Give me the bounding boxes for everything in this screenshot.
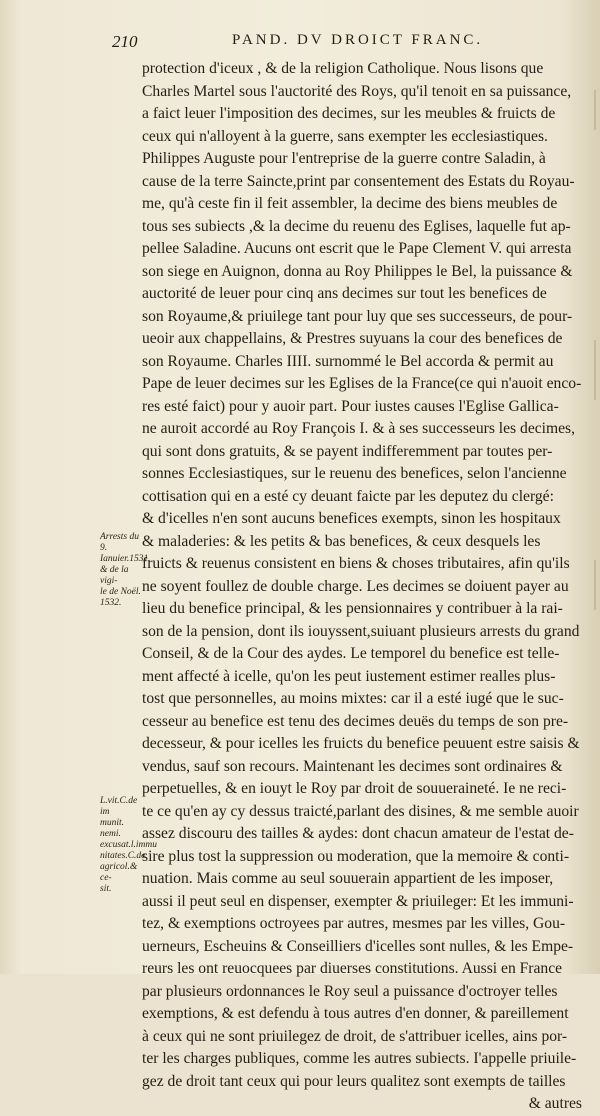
text-line: ter les charges publiques, comme les autres subiects. I'appelle priuile- (142, 1050, 577, 1067)
text-line: son Royaume,& priuilege tant pour luy que ses successeurs, de pour- (142, 307, 573, 325)
page-edge-mark (594, 560, 596, 610)
text-line: Philippes Auguste pour l'entreprise de la guerre contre Saladin, à (142, 150, 546, 167)
text-line: tous ses subiects ,& la decime du reuenu des Eglises, laquelle fut ap- (142, 217, 571, 235)
text-line: par plusieurs ordonnances le Roy seul a puissance d'octroyer telles (142, 982, 558, 1000)
text-line: decesseur, & pour icelles les fruicts du benefice peuuent estre saisis & (142, 735, 580, 752)
text-line: son Royaume. Charles IIII. surnommé le Bel accorda & permit au (142, 352, 554, 370)
text-line: assez discouru des tailles & aydes: dont chacun amateur de l'estat de- (142, 825, 574, 842)
page-number: 210 (112, 32, 138, 51)
text-line: cottisation qui en a esté cy deuant faicte par les deputez du clergé: (142, 487, 554, 505)
text-line: son siege en Auignon, donna au Roy Philippes le Bel, la puissance & (142, 262, 573, 280)
page-header (112, 30, 502, 54)
text-line: ment affecté à icelle, qu'on les peut iustement estimer realles plus- (142, 667, 556, 685)
marginal-note: L.vit.C.de im munit. nemi. excusat.l.immu nitates.C.de agricol.& ce- sit. (100, 796, 157, 894)
text-line: vendus, sauf son recours. Maintenant les decimes sont ordinaires & (142, 757, 563, 775)
text-line: pellee Saladine. Aucuns ont escrit que le Pape Clement V. qui arresta (142, 240, 572, 257)
running-title: PAND. DV DROICT FRANC. (232, 32, 484, 48)
text-line: & maladeries: & les petits & bas benefices, & ceux desquels les (142, 532, 541, 550)
text-line: te ce qu'en ay cy dessus traicté,parlant des disines, & me semble auoir (142, 802, 579, 820)
text-line: perpetuelles, & en iouyt le Roy par droit de souueraineté. Ie ne reci- (142, 780, 567, 797)
text-line: fruicts & reuenus consistent en biens & choses tributaires, afin qu'ils (142, 555, 570, 572)
text-line: res esté faict) pour y auoir part. Pour iustes causes l'Eglise Gallica- (142, 397, 559, 415)
marginal-note: Arrests du 9. Ianuier.1531. & de la vigi- le de Noël. 1532. (100, 532, 151, 608)
text-line: qui sont dons gratuits, & se payent indifferemment par toutes per- (142, 442, 553, 460)
text-line: protection d'iceux , & de la religion Catholique. Nous lisons que (142, 60, 544, 77)
text-line: uerneurs, Escheuins & Conseilliers d'icelles sont nulles, & les Empe- (142, 937, 574, 955)
text-line: me, qu'à ceste fin il feit assembler, la decime des biens meubles de (142, 195, 558, 212)
text-line: ueoir aux chappellains, & Prestres suyuans la cour des benefices de (142, 330, 563, 347)
text-line: & d'icelles n'en sont aucuns benefices exempts, sinon les hospitaux (142, 510, 561, 527)
text-line: cause de la terre Saincte,print par consentement des Estats du Royau- (142, 172, 575, 190)
text-line: ceux qui n'alloyent à la guerre, sans exempter les ecclesiastiques. (142, 127, 548, 145)
catchword: & autres (528, 1095, 582, 1112)
text-line: sonnes Ecclesiastiques, sur le reuenu des benefices, selon l'ancienne (142, 465, 567, 482)
text-line: reurs les ont reuocquees par diuerses constitutions. Aussi en France (142, 960, 563, 977)
text-line: tez, & exemptions octroyees par autres, mesmes par les villes, Gou- (142, 915, 566, 932)
text-line: lieu du benefice principal, & les pensionnaires y contribuer à la rai- (142, 600, 563, 617)
page-edge-mark (594, 90, 596, 130)
text-line: ne auroit accordé au Roy François I. & à ses successeurs les decimes, (142, 420, 576, 437)
text-line: Pape de leuer decimes sur les Eglises de la France(ce qui n'auoit enco- (142, 375, 582, 392)
text-line: sire plus tost la suppression ou moderation, que la memoire & conti- (142, 847, 570, 865)
text-line: nuation. Mais comme au seul souuerain appartient de les imposer, (142, 870, 554, 887)
text-line: aussi il peut seul en dispenser, exempter & priuileger: Et les immuni- (142, 892, 574, 910)
text-line: gez de droit tant ceux qui pour leurs qualitez sont exempts de tailles (142, 1072, 566, 1090)
text-line: tost que personnelles, au moins mixtes: car il a esté iugé que le suc- (142, 690, 564, 707)
page-edge-mark (594, 340, 596, 400)
text-line: ne soyent foullez de double charge. Les decimes se doiuent payer au (142, 577, 569, 595)
text-line: exemptions, & est defendu à tous autres d'en donner, & pareillement (142, 1005, 569, 1022)
text-line: auctorité de leuer pour cinq ans decimes sur tout les benefices de (142, 285, 547, 302)
text-line: Conseil, & de la Cour des aydes. Le temporel du benefice est telle- (142, 645, 560, 662)
text-line: Charles Martel sous l'auctorité des Roys, qu'il tenoit en sa puissance, (142, 82, 572, 100)
text-line: son de la pension, dont ils iouyssent,suiuant plusieurs arrests du grand (142, 622, 580, 640)
text-line: à ceux qui ne sont priuilegez de droit, de s'attribuer icelles, ains por- (142, 1027, 568, 1045)
body-text (142, 58, 586, 1116)
text-line: a faict leuer l'imposition des decimes, sur les meubles & fruicts de (142, 105, 556, 122)
text-line: cesseur au benefice est tenu des decimes deuës du temps de son pre- (142, 712, 569, 730)
